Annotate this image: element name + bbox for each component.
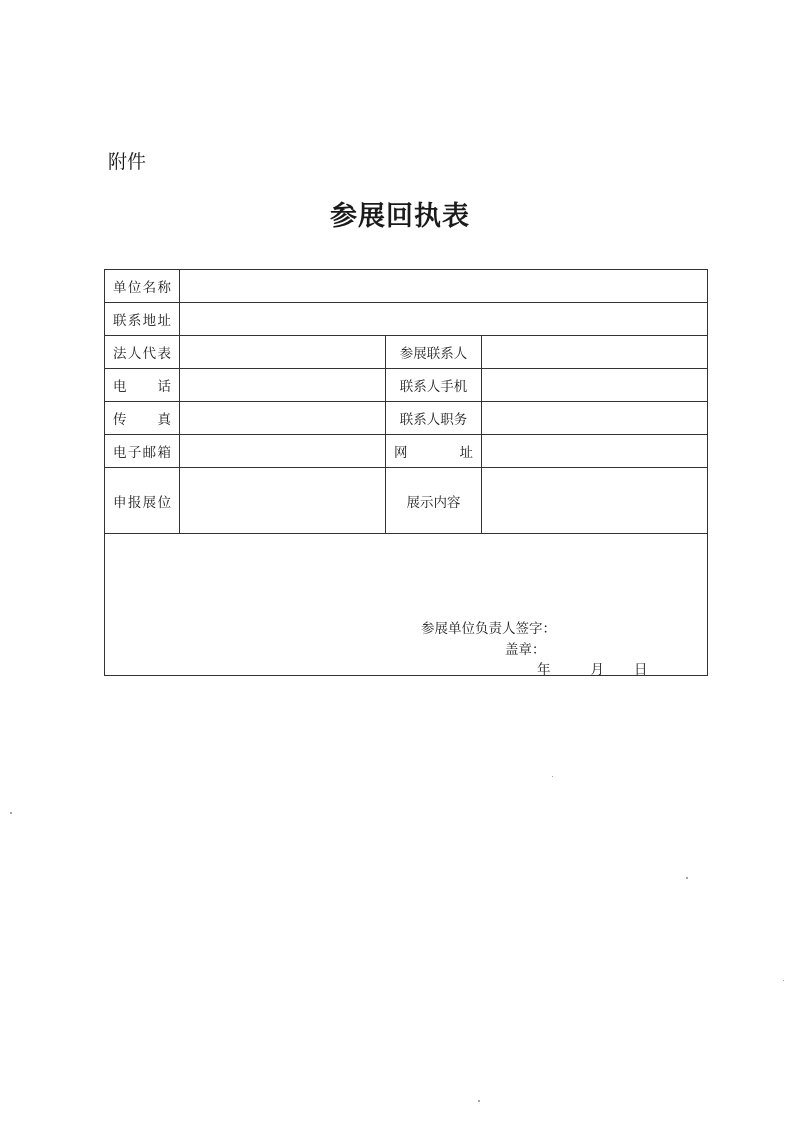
registration-form-table [104, 269, 708, 676]
row-company-name [105, 270, 708, 303]
scan-speck [783, 980, 784, 981]
label-contact-address: 联系地址 [105, 303, 180, 336]
label-website: 网 址 [386, 435, 482, 468]
month-label: 月 [590, 662, 604, 678]
row-signature [105, 534, 708, 676]
field-contact-mobile[interactable] [482, 369, 708, 402]
year-label: 年 [537, 662, 551, 678]
label-phone: 电 话 [105, 369, 180, 402]
field-phone[interactable] [180, 369, 386, 402]
date-line [537, 658, 648, 678]
signature-cell[interactable] [105, 534, 708, 676]
field-exhibit-content[interactable] [482, 468, 708, 534]
label-booth-request: 申报展位 [105, 468, 180, 534]
field-fax[interactable] [180, 402, 386, 435]
label-exhibit-contact: 参展联系人 [386, 336, 482, 369]
field-contact-position[interactable] [482, 402, 708, 435]
attachment-label: 附件 [108, 151, 147, 173]
label-exhibit-content: 展示内容 [386, 468, 482, 534]
label-contact-position: 联系人职务 [386, 402, 482, 435]
field-company-name[interactable] [180, 270, 708, 303]
field-email[interactable] [180, 435, 386, 468]
field-booth-request[interactable] [180, 468, 386, 534]
field-legal-rep[interactable] [180, 336, 386, 369]
label-fax: 传 真 [105, 402, 180, 435]
day-label: 日 [634, 662, 648, 678]
row-phone [105, 369, 708, 402]
row-email [105, 435, 708, 468]
label-legal-rep: 法人代表 [105, 336, 180, 369]
field-exhibit-contact[interactable] [482, 336, 708, 369]
scan-speck [686, 877, 688, 879]
scan-speck [478, 1100, 480, 1102]
row-contact-address [105, 303, 708, 336]
field-contact-address[interactable] [180, 303, 708, 336]
label-email: 电子邮箱 [105, 435, 180, 468]
field-website[interactable] [482, 435, 708, 468]
row-fax [105, 402, 708, 435]
scan-speck [10, 812, 12, 814]
form-title: 参展回执表 [330, 201, 470, 232]
signature-area [105, 534, 707, 678]
label-contact-mobile: 联系人手机 [386, 369, 482, 402]
scan-speck [552, 776, 553, 777]
label-company-name: 单位名称 [105, 270, 180, 303]
signer-label: 参展单位负责人签字： [421, 621, 556, 637]
row-booth [105, 468, 708, 534]
seal-label: 盖章： [505, 642, 546, 658]
row-legal-rep [105, 336, 708, 369]
